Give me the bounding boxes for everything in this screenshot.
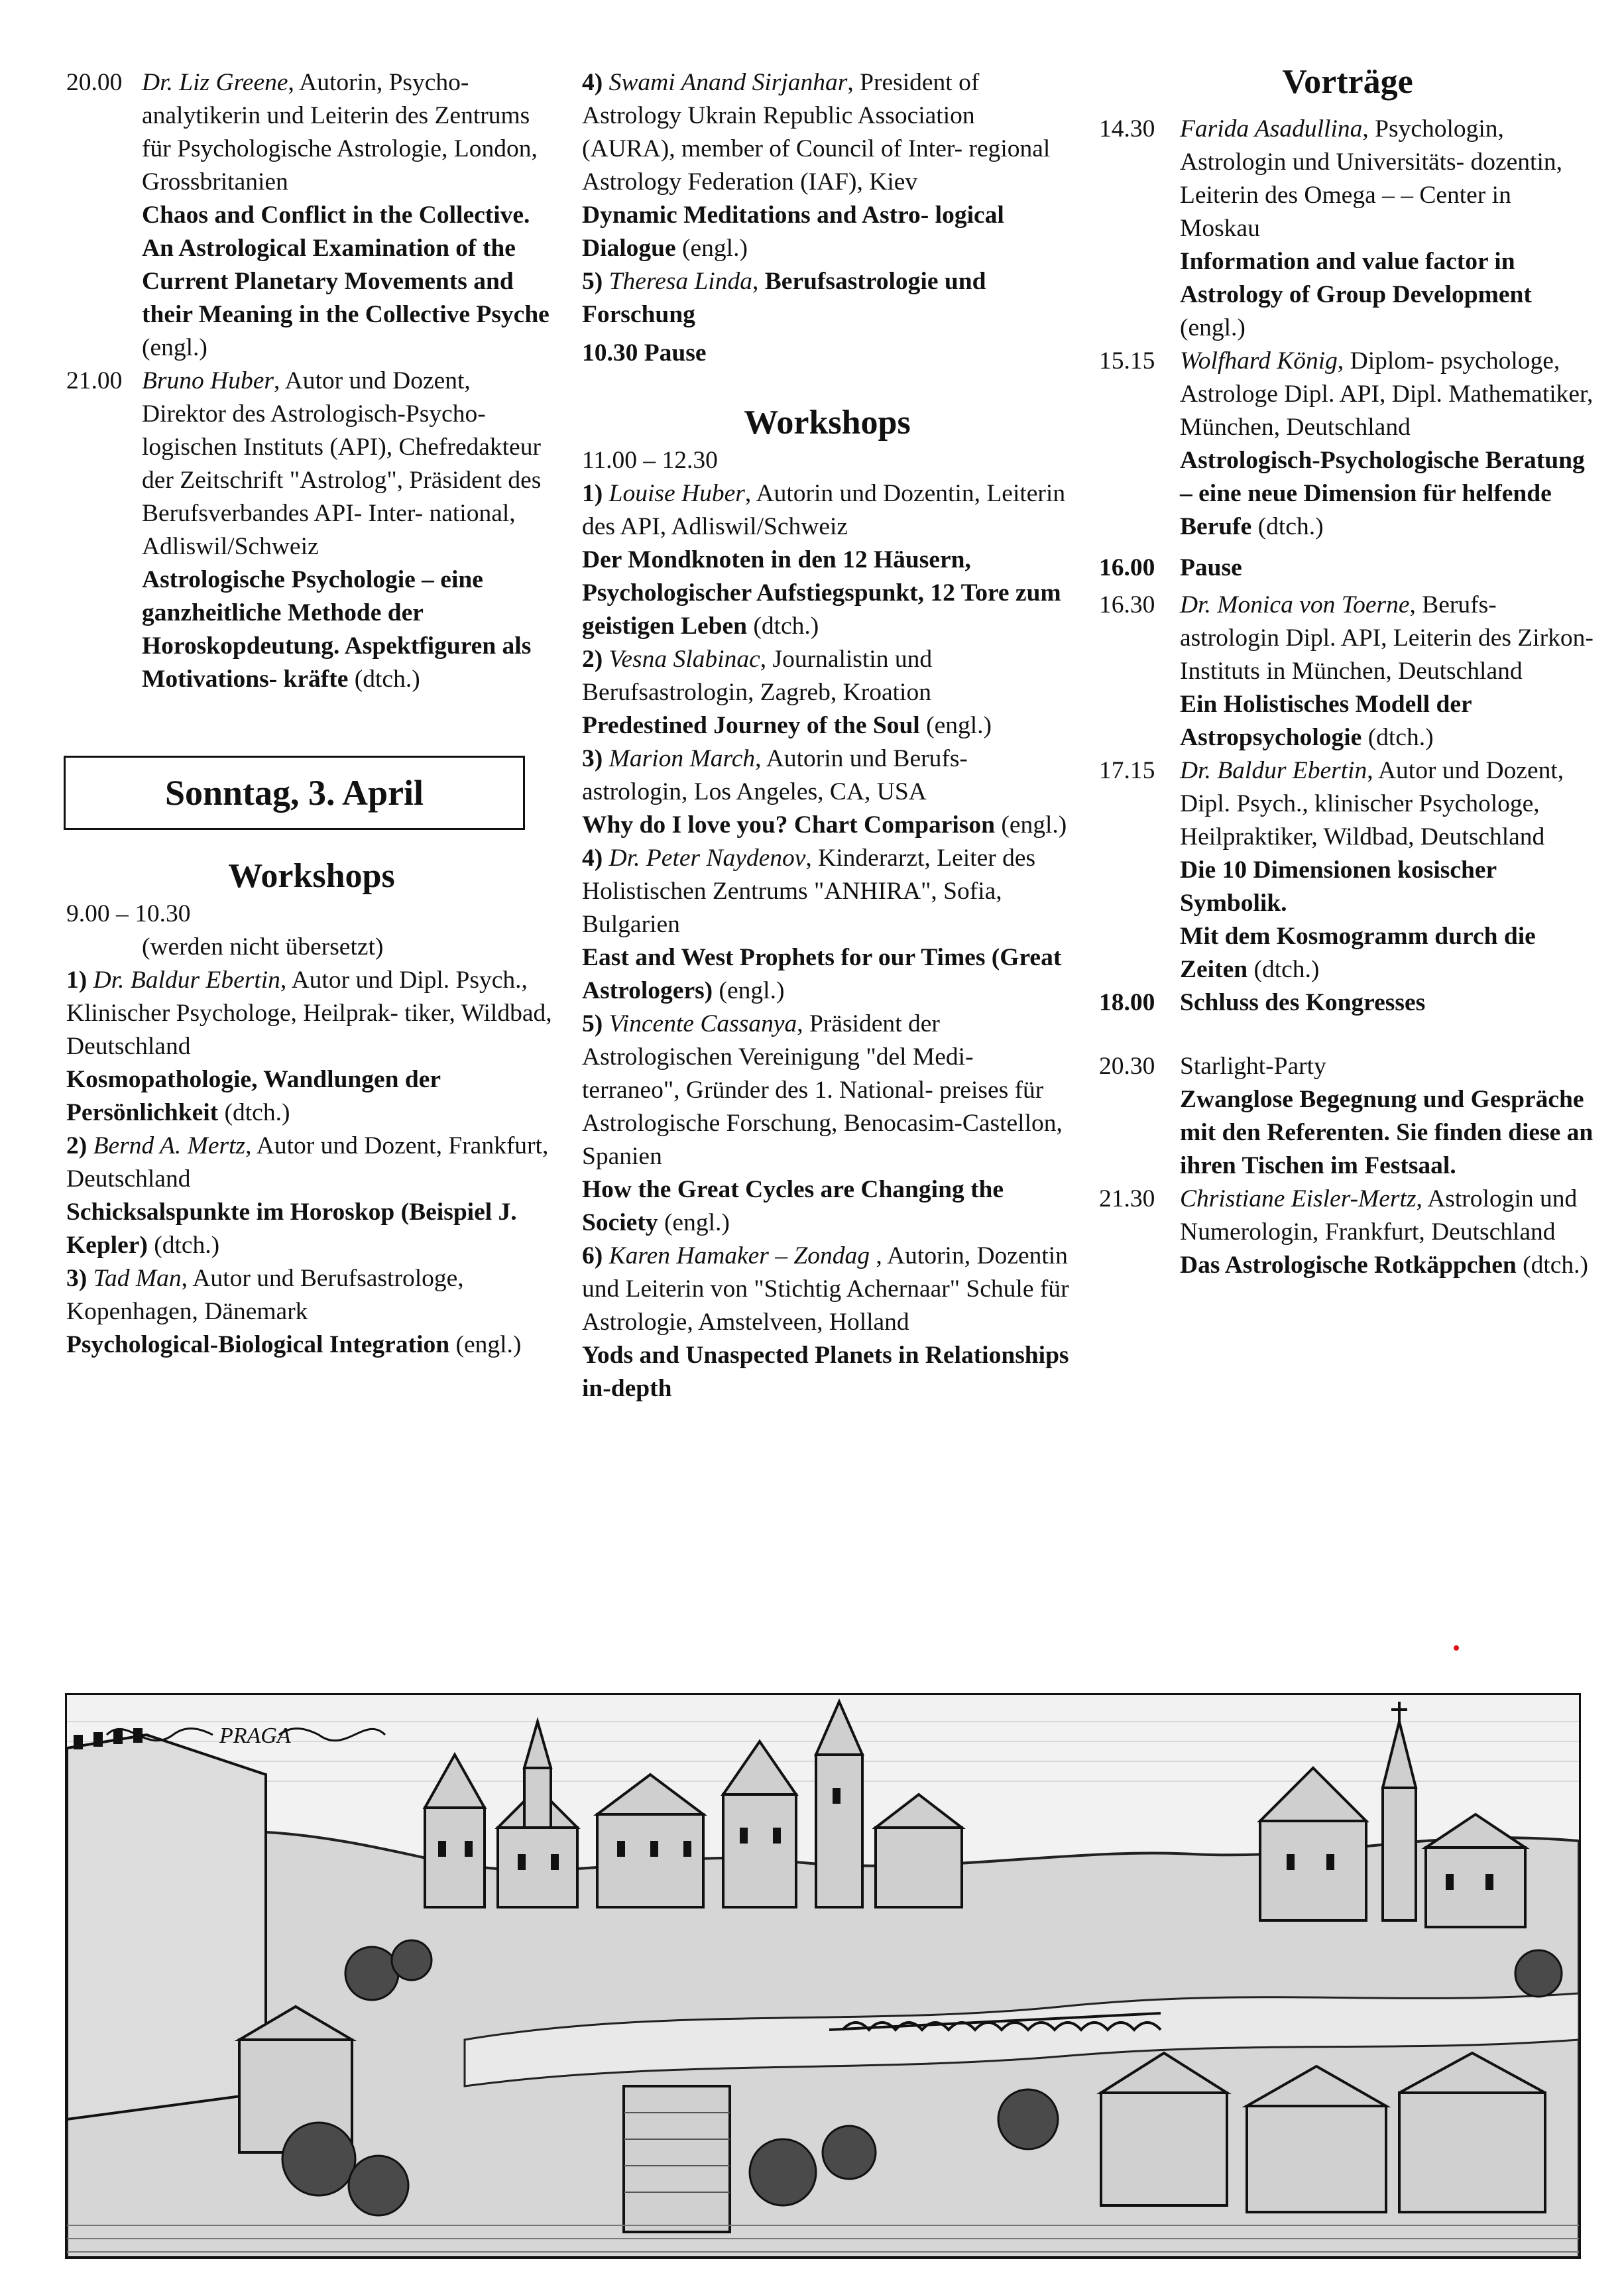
program-entry [1099,1050,1596,1183]
language-note: (dtch.) [1516,1252,1588,1279]
program-entry [66,66,557,365]
section-heading: Workshops [744,404,911,441]
language-note: (dtch.) [1362,724,1434,751]
speaker-description: , Autor und Berufsastrologe, Kopenhagen, Dänemark [66,1265,464,1325]
workshop-entry: 6) Karen Hamaker – Zondag , Autorin, Dozentin und Leiterin von "Stichtig Achernaar" Schule für Astrologie, Amstelveen, Holland Yods and Unaspected Planets in Relationships in-depth [582,1242,1069,1402]
talk-title: Die 10 Dimensionen kosischer Symbolik. [1180,856,1497,917]
speaker-description: , Autor und Dozent, Frankfurt, Deutschland [66,1132,549,1193]
section-heading: Workshops [228,857,395,895]
event-description: Zwanglose Begegnung und Gespräche mit den Referenten. Sie finden diese an ihren Tischen im Festsaal. [1180,1086,1594,1179]
speaker-description: , Autorin, Psycho- analytikerin und Leiterin des Zentrums für Psychologische Astrologie, London, Grossbritanien [142,69,538,196]
talk-title: Astrologische Psychologie – eine ganzheitliche Methode der Horoskopdeutung. Aspektfiguren als Motivations- kräfte [142,566,532,693]
speaker-name: Vincente Cassanya [609,1010,797,1037]
speaker-description: , Psychologin, Astrologin und Universitäts- dozentin, Leiterin des Omega – – Center in Moskau [1180,115,1563,242]
talk-title: Kosmopathologie, Wandlungen der Persönlichkeit [66,1066,441,1126]
speaker-name: Tad Man [93,1265,182,1292]
speaker-description: , Autorin und Dozentin, Leiterin des API, Adliswil/Schweiz [582,480,1066,540]
talk-title: How the Great Cycles are Changing the Society [582,1176,1004,1236]
workshop-entry: 1) Dr. Baldur Ebertin, Autor und Dipl. Psych., Klinischer Psychologe, Heilprak- tiker, Wildbad, Deutschland Kosmopathologie, Wandlungen der Persönlichkeit (dtch.) [66,967,552,1126]
workshop-entry: 2) Bernd A. Mertz, Autor und Dozent, Frankfurt, Deutschland Schicksalspunkte im Horoskop (Beispiel J. Kepler) (dtch.) [66,1132,549,1259]
workshop-entry: 3) Tad Man, Autor und Berufsastrologe, Kopenhagen, Dänemark Psychological-Biological Integration (engl.) [66,1265,522,1358]
session-time: 11.00 – 12.30 [582,447,718,474]
program-entry [1099,345,1596,544]
language-note: (dtch.) [147,1232,220,1259]
speaker-name: Dr. Monica von Toerne [1180,591,1410,618]
speaker-description: , Kinderarzt, Leiter des Holistischen Zentrums "ANHIRA", Sofia, Bulgarien [582,845,1036,938]
talk-title: Ein Holistisches Modell der Astropsychologie [1180,691,1472,751]
speaker-name: Karen Hamaker – Zondag [609,1242,870,1269]
talk-title: Berufsastrologie und Forschung [582,268,986,328]
talk-title: Yods and Unaspected Planets in Relationships in-depth [582,1342,1069,1402]
session-note: (werden nicht übersetzt) [142,933,384,961]
speaker-description: , Journalistin und Berufsastrologin, Zagreb, Kroation [582,646,933,706]
speaker-name: Bernd A. Mertz [93,1132,246,1159]
speaker-name: Louise Huber [609,480,745,507]
speaker-description: , Autorin und Berufs- astrologin, Los Angeles, CA, USA [582,745,968,805]
language-note: (dtch.) [1247,956,1320,983]
workshop-entry: 1) Louise Huber, Autorin und Dozentin, Leiterin des API, Adliswil/Schweiz Der Mondknoten in den 12 Häusern, Psychologischer Aufstiegspunkt, 12 Tore zum geistigen Leben (dtch.) [582,480,1066,640]
language-note: (engl.) [713,977,785,1004]
day-header: Sonntag, 3. April [64,756,525,830]
speaker-description: , Berufs- astrologin Dipl. API, Leiterin des Zirkon-Instituts in München, Deutschland [1180,591,1594,685]
section-heading: Vorträge [1282,63,1413,101]
talk-title: Chaos and Conflict in the Collective. An Astrological Examination of the Current Planetary Movements and their Meaning in the Collective Psyche [142,202,550,328]
speaker-name: Swami Anand Sirjanhar [609,69,848,96]
column-left [66,66,557,1362]
talk-title: East and West Prophets for our Times (Great Astrologers) [582,944,1062,1004]
ink-spot [1454,1645,1459,1651]
speaker-description: , Astrologin und Numerologin, Frankfurt, Deutschland [1180,1185,1578,1246]
workshop-entry: 5) Vincente Cassanya, Präsident der Astrologischen Vereinigung "del Medi- terraneo", Gründer des 1. National- preises für Astrologische Forschung, Benocasim-Castellon, Spanien How the Great Cycles are Changing the Society (engl.) [582,1010,1063,1236]
speaker-description: , President of Astrology Ukrain Republic Association (AURA), member of Council of Inter- regional Astrology Federation (IAF), Kiev [582,69,1051,196]
language-note: (dtch.) [348,666,420,693]
banner-text: PRAGA [219,1724,291,1748]
language-note: (engl.) [675,235,748,262]
workshop-entry: 3) Marion March, Autorin und Berufs- astrologin, Los Angeles, CA, USA Why do I love you? Chart Comparison (engl.) [582,745,1067,839]
language-note: (dtch.) [746,613,819,640]
language-note: (dtch.) [1251,513,1324,540]
workshop-entry: 2) Vesna Slabinac, Journalistin und Berufsastrologin, Zagreb, Kroation Predestined Journey of the Soul (engl.) [582,646,992,739]
talk-title: Why do I love you? Chart Comparison [582,811,995,839]
speaker-name: Farida Asadullina [1180,115,1363,143]
speaker-description: , Präsident der Astrologischen Vereinigung "del Medi- terraneo", Gründer des 1. National- preises für Astrologische Forschung, Benocasim-Castellon, Spanien [582,1010,1063,1170]
entry-time: 20.00 [66,69,123,96]
speaker-description: , Autor und Dozent, Dipl. Psych., klinischer Psychologe, Heilpraktiker, Wildbad, Deutschland [1180,757,1564,850]
speaker-name: Bruno Huber [142,367,274,394]
pause-entry: 10.30 Pause [582,339,707,367]
language-note: (engl.) [142,334,207,361]
program-entry [1099,589,1596,754]
speaker-name: Dr. Baldur Ebertin [93,967,280,994]
talk-title: Astrologisch-Psychologische Beratung – eine neue Dimension für helfende Berufe [1180,447,1585,540]
language-note: (engl.) [919,712,992,739]
speaker-description: , Autor und Dipl. Psych., Klinischer Psychologe, Heilprak- tiker, Wildbad, Deutschland [66,967,552,1060]
entry-time: 15.15 [1099,347,1155,375]
program-entry [1099,1183,1596,1282]
language-note: (engl.) [658,1209,730,1236]
program-entry [66,365,557,696]
speaker-name: Dr. Liz Greene [142,69,288,96]
closing-entry: 18.00 Schluss des Kongresses [1099,986,1596,1020]
entry-time: 16.30 [1099,591,1155,618]
entry-time: 21.00 [66,367,123,394]
entry-time: 20.30 [1099,1053,1155,1080]
language-note: (engl.) [449,1331,522,1358]
talk-title: Dynamic Meditations and Astro- logical Dialogue [582,202,1004,262]
workshop-entry: 5) Theresa Linda, Berufsastrologie und Forschung [582,268,986,328]
entry-time: 21.30 [1099,1185,1155,1212]
speaker-name: Vesna Slabinac [609,646,760,673]
speaker-name: Theresa Linda [609,268,752,295]
session-time: 9.00 – 10.30 [66,900,191,927]
event-name: Starlight-Party [1180,1053,1326,1080]
language-note: (engl.) [994,811,1067,839]
pause-entry: 16.00 Pause [1099,552,1596,585]
language-note: (dtch.) [218,1099,290,1126]
speaker-name: Wolfhard König [1180,347,1338,375]
speaker-name: Christiane Eisler-Mertz [1180,1185,1417,1212]
speaker-name: Dr. Peter Naydenov [609,845,806,872]
entry-time: 16.00 [1099,554,1155,581]
column-right [1099,61,1596,1282]
talk-title: Das Astrologische Rotkäppchen [1180,1252,1517,1279]
prague-woodcut-illustration [65,1693,1581,2259]
talk-title: Schicksalspunkte im Horoskop (Beispiel J. Kepler) [66,1199,517,1259]
program-entry [1099,113,1596,345]
entry-time: 17.15 [1099,757,1155,784]
speaker-name: Dr. Baldur Ebertin [1180,757,1367,784]
speaker-description: , Autorin, Dozentin und Leiterin von "Stichtig Achernaar" Schule für Astrologie, Amstelveen, Holland [582,1242,1069,1336]
talk-title: Predestined Journey of the Soul [582,712,920,739]
talk-title: Mit dem Kosmogramm durch die Zeiten [1180,923,1536,983]
speaker-description: , Autor und Dozent, Direktor des Astrologisch-Psycho- logischen Instituts (API), Chefredakteur der Zeitschrift "Astrolog", Präsident des Berufsverbandes API- Inter- national, Adliswil/Schweiz [142,367,542,560]
workshop-entry: 4) Swami Anand Sirjanhar, President of Astrology Ukrain Republic Association (AURA), member of Council of Inter- regional Astrology Federation (IAF), Kiev Dynamic Meditations and Astro- logical Dialogue (engl.) [582,69,1051,262]
talk-title: Information and value factor in Astrology of Group Development [1180,248,1532,308]
speaker-description: , Diplom- psychologe, Astrologe Dipl. API, Dipl. Mathematiker, München, Deutschland [1180,347,1594,441]
speaker-name: Marion March [609,745,756,772]
program-entry [1099,754,1596,986]
talk-title: Psychological-Biological Integration [66,1331,450,1358]
column-middle [582,66,1073,1405]
entry-time: 14.30 [1099,115,1155,143]
workshop-entry: 4) Dr. Peter Naydenov, Kinderarzt, Leiter des Holistischen Zentrums "ANHIRA", Sofia, Bulgarien East and West Prophets for our Times (Great Astrologers) (engl.) [582,845,1062,1004]
talk-title: Der Mondknoten in den 12 Häusern, Psychologischer Aufstiegspunkt, 12 Tore zum geistigen Leben [582,546,1061,640]
language-note: (engl.) [1180,314,1246,341]
entry-time: 18.00 [1099,989,1155,1016]
